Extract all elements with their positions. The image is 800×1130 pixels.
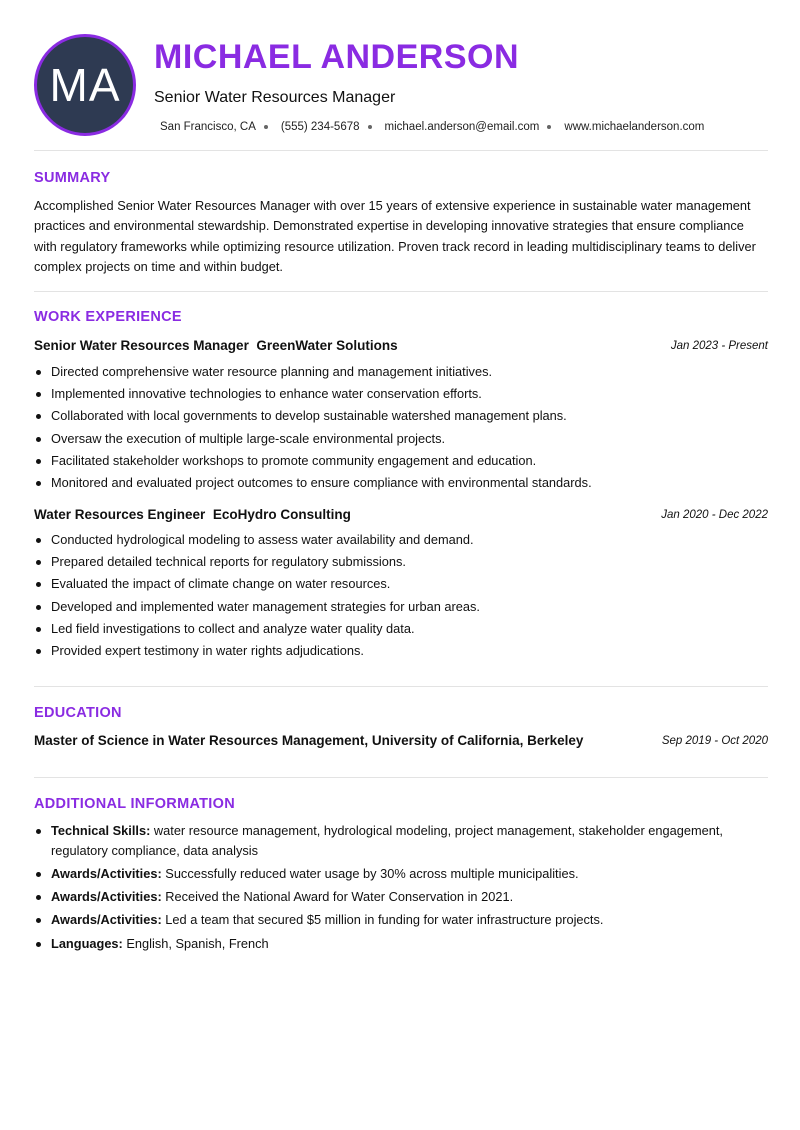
contact-website[interactable]: www.michaelanderson.com (564, 121, 705, 133)
contact-email[interactable]: michael.anderson@email.com (384, 121, 540, 133)
list-item (51, 864, 771, 884)
job-dates: Jan 2020 - Dec 2022 (661, 509, 768, 521)
education-dates: Sep 2019 - Oct 2020 (661, 735, 768, 747)
contact-location: San Francisco, CA (160, 121, 256, 133)
job-dates: Jan 2023 - Present (670, 340, 768, 352)
item-label: Awards/Activities: (51, 889, 162, 905)
job-bullet-list (51, 532, 771, 665)
list-item (51, 887, 771, 907)
job-title-line (34, 338, 398, 353)
experience-heading: WORK EXPERIENCE (34, 309, 182, 325)
list-item: Conducted hydrological modeling to assess water availability and demand. (51, 532, 771, 548)
list-item: Led field investigations to collect and analyze water quality data. (51, 621, 771, 637)
list-item (51, 821, 771, 860)
section-divider (34, 686, 768, 687)
education-entry (34, 733, 768, 751)
job-company: GreenWater Solutions (256, 338, 398, 353)
avatar-initials: MA (49, 59, 121, 111)
job-bullet-list (51, 364, 771, 497)
section-divider (34, 150, 768, 151)
list-item: Oversaw the execution of multiple large-scale environmental projects. (51, 431, 771, 447)
job-company: EcoHydro Consulting (212, 507, 351, 522)
list-item (51, 910, 771, 930)
contact-separator-dot (264, 125, 268, 129)
candidate-title: Senior Water Resources Manager (154, 89, 396, 106)
item-text: Led a team that secured $5 million in funding for water infrastructure projects. (165, 912, 604, 928)
item-label: Technical Skills: (51, 823, 151, 838)
list-item: Implemented innovative technologies to enhance water conservation efforts. (51, 386, 771, 402)
list-item: Developed and implemented water management strategies for urban areas. (51, 599, 771, 615)
list-item: Evaluated the impact of climate change on water resources. (51, 576, 771, 592)
avatar (34, 34, 136, 136)
additional-info-list (51, 821, 771, 957)
item-text: Received the National Award for Water Conservation in 2021. (165, 889, 514, 905)
summary-heading: SUMMARY (34, 170, 111, 186)
contact-separator-dot (547, 125, 551, 129)
resume-header (34, 34, 768, 138)
contact-line (160, 121, 704, 133)
list-item: Prepared detailed technical reports for regulatory submissions. (51, 554, 771, 570)
list-item: Provided expert testimony in water rights adjudications. (51, 643, 771, 659)
item-label: Awards/Activities: (51, 865, 162, 881)
item-label: Languages: (51, 935, 123, 951)
list-item: Monitored and evaluated project outcomes to ensure compliance with environmental standards. (51, 475, 771, 491)
item-text: Successfully reduced water usage by 30% across multiple municipalities. (165, 865, 579, 881)
list-item: Directed comprehensive water resource planning and management initiatives. (51, 364, 771, 380)
job-title: Senior Water Resources Manager (34, 338, 249, 353)
list-item (51, 934, 771, 954)
item-label: Awards/Activities: (51, 912, 162, 928)
job-header (34, 338, 768, 356)
section-divider (34, 291, 768, 292)
item-text: English, Spanish, French (126, 935, 269, 951)
candidate-name: MICHAEL ANDERSON (154, 38, 520, 76)
list-item: Facilitated stakeholder workshops to promote community engagement and education. (51, 453, 771, 469)
item-text: water resource management, hydrological modeling, project management, stakeholder engagement, regulatory compliance, data analysis (51, 823, 723, 858)
list-item: Collaborated with local governments to develop sustainable watershed management plans. (51, 408, 771, 424)
job-title-line (34, 507, 351, 522)
education-degree: Master of Science in Water Resources Management, University of California, Berkeley (34, 733, 584, 748)
contact-phone: (555) 234-5678 (280, 121, 360, 133)
education-heading: EDUCATION (34, 705, 122, 721)
additional-heading: ADDITIONAL INFORMATION (34, 796, 235, 812)
section-divider (34, 777, 768, 778)
job-title: Water Resources Engineer (34, 507, 206, 522)
summary-text: Accomplished Senior Water Resources Manager with over 15 years of extensive experience in sustainable water management practices and environmental stewardship. Demonstrated expertise in developing innovative strategies that ensure compliance with regulatory frameworks while optimizing resource utilization. Proven track record in leading multidisciplinary teams to deliver complex projects on time and within budget. (34, 198, 756, 274)
job-header (34, 507, 768, 525)
contact-separator-dot (368, 125, 372, 129)
